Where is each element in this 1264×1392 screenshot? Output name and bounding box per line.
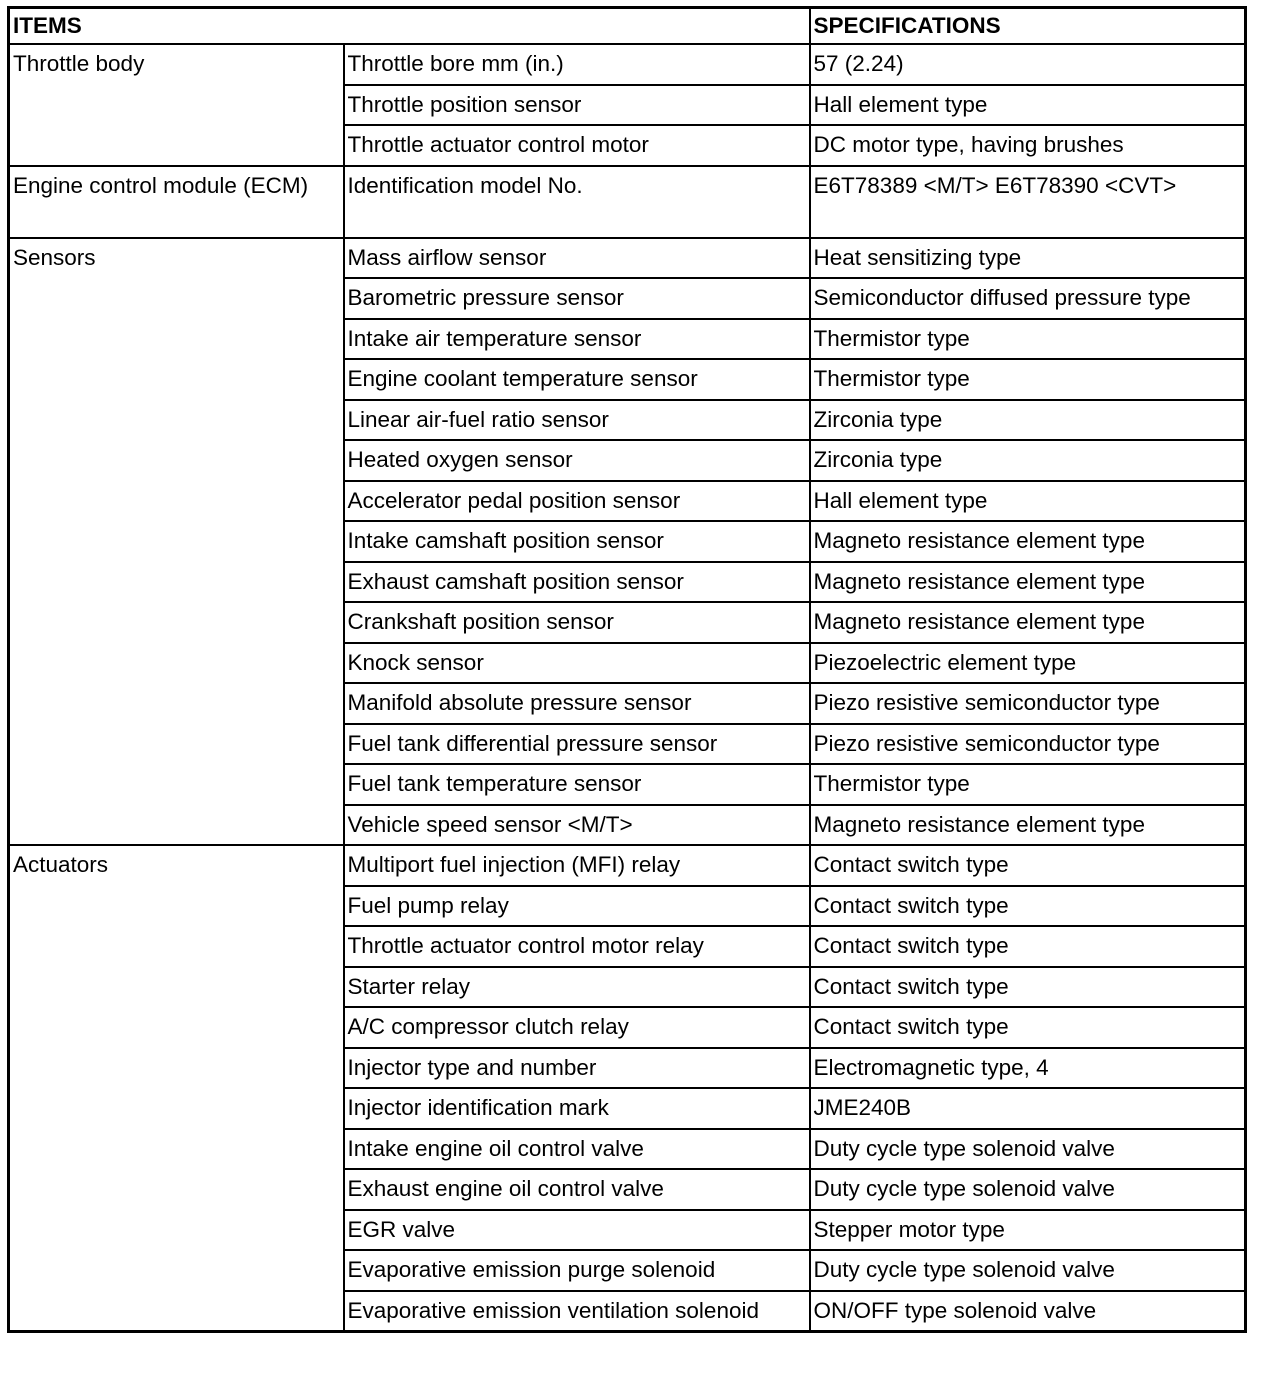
item-cell: Intake camshaft position sensor [344,521,810,562]
spec-cell: Piezoelectric element type [810,643,1246,684]
item-cell: Mass airflow sensor [344,238,810,279]
spec-cell: JME240B [810,1088,1246,1129]
table-row [9,166,1246,238]
item-cell: Accelerator pedal position sensor [344,481,810,522]
spec-cell: Contact switch type [810,926,1246,967]
spec-cell: Hall element type [810,481,1246,522]
item-cell: Exhaust camshaft position sensor [344,562,810,603]
spec-cell: Contact switch type [810,967,1246,1008]
item-cell: Barometric pressure sensor [344,278,810,319]
item-cell: Crankshaft position sensor [344,602,810,643]
item-cell: Fuel tank differential pressure sensor [344,724,810,765]
spec-cell: Semiconductor diffused pressure type [810,278,1246,319]
category-cell: Engine control module (ECM) [9,166,344,238]
category-cell: Actuators [9,845,344,1331]
item-cell: EGR valve [344,1210,810,1251]
spec-cell: Duty cycle type solenoid valve [810,1250,1246,1291]
item-cell: Multiport fuel injection (MFI) relay [344,845,810,886]
item-cell: A/C compressor clutch relay [344,1007,810,1048]
item-cell: Linear air-fuel ratio sensor [344,400,810,441]
item-cell: Identification model No. [344,166,810,238]
spec-cell: Thermistor type [810,319,1246,360]
table-row [9,238,1246,279]
item-cell: Intake engine oil control valve [344,1129,810,1170]
spec-cell: Hall element type [810,85,1246,126]
header-row [9,8,1246,45]
spec-cell: Piezo resistive semiconductor type [810,683,1246,724]
spec-cell: DC motor type, having brushes [810,125,1246,166]
spec-cell: Piezo resistive semiconductor type [810,724,1246,765]
spec-cell: Electromagnetic type, 4 [810,1048,1246,1089]
item-cell: Manifold absolute pressure sensor [344,683,810,724]
items-header: ITEMS [9,8,810,45]
item-cell: Throttle actuator control motor relay [344,926,810,967]
item-cell: Heated oxygen sensor [344,440,810,481]
item-cell: Injector type and number [344,1048,810,1089]
item-cell: Evaporative emission ventilation solenoid [344,1291,810,1332]
item-cell: Fuel pump relay [344,886,810,927]
spec-cell: Thermistor type [810,359,1246,400]
item-cell: Knock sensor [344,643,810,684]
spec-cell: E6T78389 <M/T> E6T78390 <CVT> [810,166,1246,238]
table-row [9,845,1246,886]
spec-cell: Magneto resistance element type [810,805,1246,846]
spec-cell: Heat sensitizing type [810,238,1246,279]
spec-cell: Thermistor type [810,764,1246,805]
spec-cell: Magneto resistance element type [810,562,1246,603]
item-cell: Engine coolant temperature sensor [344,359,810,400]
item-cell: Evaporative emission purge solenoid [344,1250,810,1291]
category-cell: Throttle body [9,44,344,166]
table-row [9,44,1246,85]
item-cell: Injector identification mark [344,1088,810,1129]
item-cell: Vehicle speed sensor <M/T> [344,805,810,846]
spec-cell: Zirconia type [810,400,1246,441]
spec-cell: Zirconia type [810,440,1246,481]
item-cell: Intake air temperature sensor [344,319,810,360]
spec-cell: Magneto resistance element type [810,602,1246,643]
table-body [9,44,1246,1331]
spec-cell: Contact switch type [810,886,1246,927]
specifications-header: SPECIFICATIONS [810,8,1246,45]
spec-cell: ON/OFF type solenoid valve [810,1291,1246,1332]
item-cell: Starter relay [344,967,810,1008]
item-cell: Exhaust engine oil control valve [344,1169,810,1210]
item-cell: Throttle position sensor [344,85,810,126]
item-cell: Throttle actuator control motor [344,125,810,166]
spec-cell: Contact switch type [810,1007,1246,1048]
spec-cell: Magneto resistance element type [810,521,1246,562]
specifications-table [7,6,1247,1333]
spec-cell: Duty cycle type solenoid valve [810,1129,1246,1170]
spec-cell: 57 (2.24) [810,44,1246,85]
spec-cell: Stepper motor type [810,1210,1246,1251]
item-cell: Fuel tank temperature sensor [344,764,810,805]
spec-cell: Contact switch type [810,845,1246,886]
category-cell: Sensors [9,238,344,846]
item-cell: Throttle bore mm (in.) [344,44,810,85]
spec-cell: Duty cycle type solenoid valve [810,1169,1246,1210]
